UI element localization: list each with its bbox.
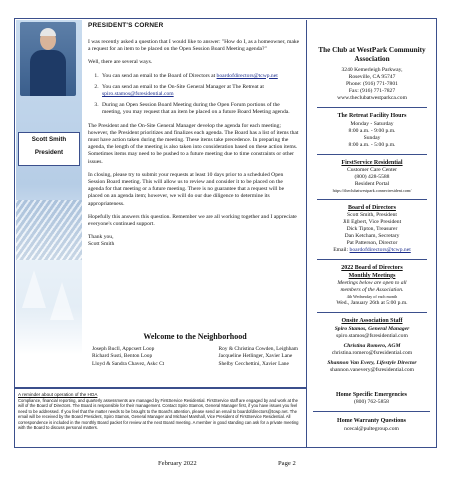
meetings-heading-1: 2022 Board of Directors [341,265,403,272]
club-title: The Club at WestPark Community Association [318,46,426,63]
snowy-branches-image [16,200,82,260]
board-heading: Board of Directors [348,205,396,211]
list-item: Roy & Christina Cowden, Leighham [218,346,298,352]
article-signature: Scott Smith [88,241,115,248]
article-heading: PRESIDENT'S CORNER [88,22,164,29]
sidebar-divider [317,107,427,108]
warranty-heading: Home Warranty Questions [337,418,406,425]
president-portrait [20,22,76,96]
board-email: Email: boardofdirectors@tcwp.net [333,247,411,254]
footer-page-number: Page 2 [278,460,296,467]
welcome-section [86,332,304,384]
info-sidebar: The Club at WestPark Community Association 3240 Kemerleigh Parkway, Roseville, CA 95747 Phone: (916) 771-7801 Fax: (916) 771-7827 www.theclubatwestparkca.com The Retreat Facility Hours Monday - Saturday 8:00 a.m. - 9:00 p.m. Sunday 8:00 a.m. - 5:00 p.m. FirstService Residential Customer Care Center (800) 428-5588 Resident Portal https://theclubatwestpark.connectresident.com/ Board of Directors Scott Smith, President Jill Egbert, Vice President Dick Tipton, Treasurer Dan Ketcham, Secretary Pat Patterson, Director Email: boardofdirectors@tcwp.net 2022 Board of Directors Monthly Meetings Meetings below are open to all members of the Association. 4th Wednesday of each month Wed., January 26th at 5:00 p.m. Onsite Association Staff Spiro Stamos, General Manager spiro.stamos@fsresidential.com Christina Romero, AGM christina.romero@fsresidential.com Shannon Van Every, Lifestyle Director shannon.vanevery@fsresidential.com [306,20,436,386]
staff-heading: Onsite Association Staff [341,318,403,325]
list-item: Jacqueline Hetlinger, Xavier Lane [218,353,293,360]
snow-tree-icon [22,270,46,308]
list-item: Shelby Cecchettini, Xavier Lane [218,360,289,367]
meetings-heading-2: Monthly Meetings [348,272,396,279]
article-thanks: Thank you, [88,234,114,241]
list-item: 3. During an Open Session Board Meeting during the Open Forum portions of the meeting, you may request that an item be placed on a future Board Meeting agenda. [100,102,300,116]
president-caption [18,132,80,166]
staff-email[interactable]: shannon.vanevery@fsresidential.com [329,366,415,373]
club-address: 3240 Kemerleigh Parkway, Roseville, CA 95747 Phone: (916) 771-7801 Fax: (916) 771-7827 www.theclubatwestparkca.com [311,67,433,102]
disclaimer-body: Compliance, financial reporting, and quarterly assessments are managed by FirstService Residential. FirstService staff are engaged by and work at the will of the Board of Directors. The Board is responsible for their management. Contact Spiro Stamos, General Manager first, if you have issues you feel need to be addressed. If you feel that the matter needs to be brought to the Board's attention, please send an email to boardofdirectors@tcwp.net. The email will be received by the Board President, Spiro Stamos, General Manager and Michael Marshall, Vice President of FirstService Residential. All correspondence is included in the monthly Board packet for review at the next Board meeting. A member in good standing can ask for a private meeting with the Board to discuss personal matters. [18,398,299,431]
article-hope-paragraph: Hopefully this answers this question. Remember we are all working together and I appreciate everyone's continued support. [88,213,297,228]
article-closing-paragraph: In closing, please try to submit your requests at least 10 days prior to a scheduled Open Session Board meeting. This will allow us to review and consider it to be placed on the agenda for that meeting or a future meeting. There is no guarantee that a request will be placed on an agenda item; however, we will do our due diligence to determine its appropriateness. [88,171,285,207]
caption-name: Scott Smith [31,136,67,143]
warranty-email[interactable]: ncecal@pultegroup.com [344,425,399,432]
caption-role: President [34,149,64,156]
sidebar-divider [317,199,427,200]
welcome-column-2 [218,346,298,368]
contact-sidebar [306,386,436,448]
emergency-phone: (800) 762-5858 [354,399,389,406]
sidebar-divider [317,312,427,313]
staff-email[interactable]: christina.romero@fsresidential.com [331,349,413,356]
welcome-title: Welcome to the Neighborhood [143,332,247,341]
fsr-heading: FirstService Residential [341,159,403,166]
hoa-disclaimer [18,392,300,430]
section-divider [14,387,307,389]
list-item: 1. You can send an email to the Board of Directors at boardofdirectors@tcwp.net [100,73,300,80]
article-agenda-paragraph: The President and the On-Site General Manager develop the agenda for each meeting; however, the President prioritizes and finalizes each agenda. The Board has a list of items that must have action taken during the meeting. These items take precedence. In preparing the agenda, the length of the meeting is also taken into consideration based on these action items. Sometimes items may need to be pushed to a future meeting due to time constraints or other issues. [88,122,299,165]
article-several-ways: Well, there are several ways. [88,59,153,66]
article-intro: I was recently asked a question that I would like to answer: "How do I, as a homeowner, make a request for an item to be placed on the Open Session Board Meeting agenda?" [88,39,300,53]
sidebar-divider [313,411,430,412]
resident-portal-link[interactable]: https://theclubatwestpark.connectresident.com/ [332,188,412,193]
next-meeting: Wed., January 26th at 5:00 p.m. [336,300,408,307]
footer-date: February 2022 [158,460,197,467]
welcome-column-1 [92,346,164,368]
board-email-link[interactable]: boardofdirectors@tcwp.net [349,247,411,254]
sidebar-divider [317,154,427,155]
disclaimer-title: A reminder about operation of the HOA [18,392,98,397]
club-website[interactable]: www.theclubatwestparkca.com [337,95,407,102]
list-item: Richard Susti, Benton Loop [92,353,153,360]
list-item: 2. You can send an email to the On-Site General Manager at The Retreat at spiro.stamos@fsresidential.com [100,84,300,98]
request-methods-list [100,73,300,117]
sidebar-divider [317,259,427,260]
board-email-link[interactable]: boardofdirectors@tcwp.net [216,72,278,79]
snow-ground-image [16,306,82,386]
list-item: Lloyd & Sandra Chavez, Askc Ct [92,360,165,367]
staff-email[interactable]: spiro.stamos@fsresidential.com [336,332,408,339]
emergency-heading: Home Specific Emergencies [336,392,407,398]
gm-email-link[interactable]: spiro.stamos@fsresidential.com [102,91,174,98]
facility-hours-heading: The Retreat Facility Hours [337,113,407,120]
presidents-corner-article [88,22,300,249]
list-item: Joseph Bucll, Appcsert Loop [92,346,155,352]
photo-column [16,20,82,386]
